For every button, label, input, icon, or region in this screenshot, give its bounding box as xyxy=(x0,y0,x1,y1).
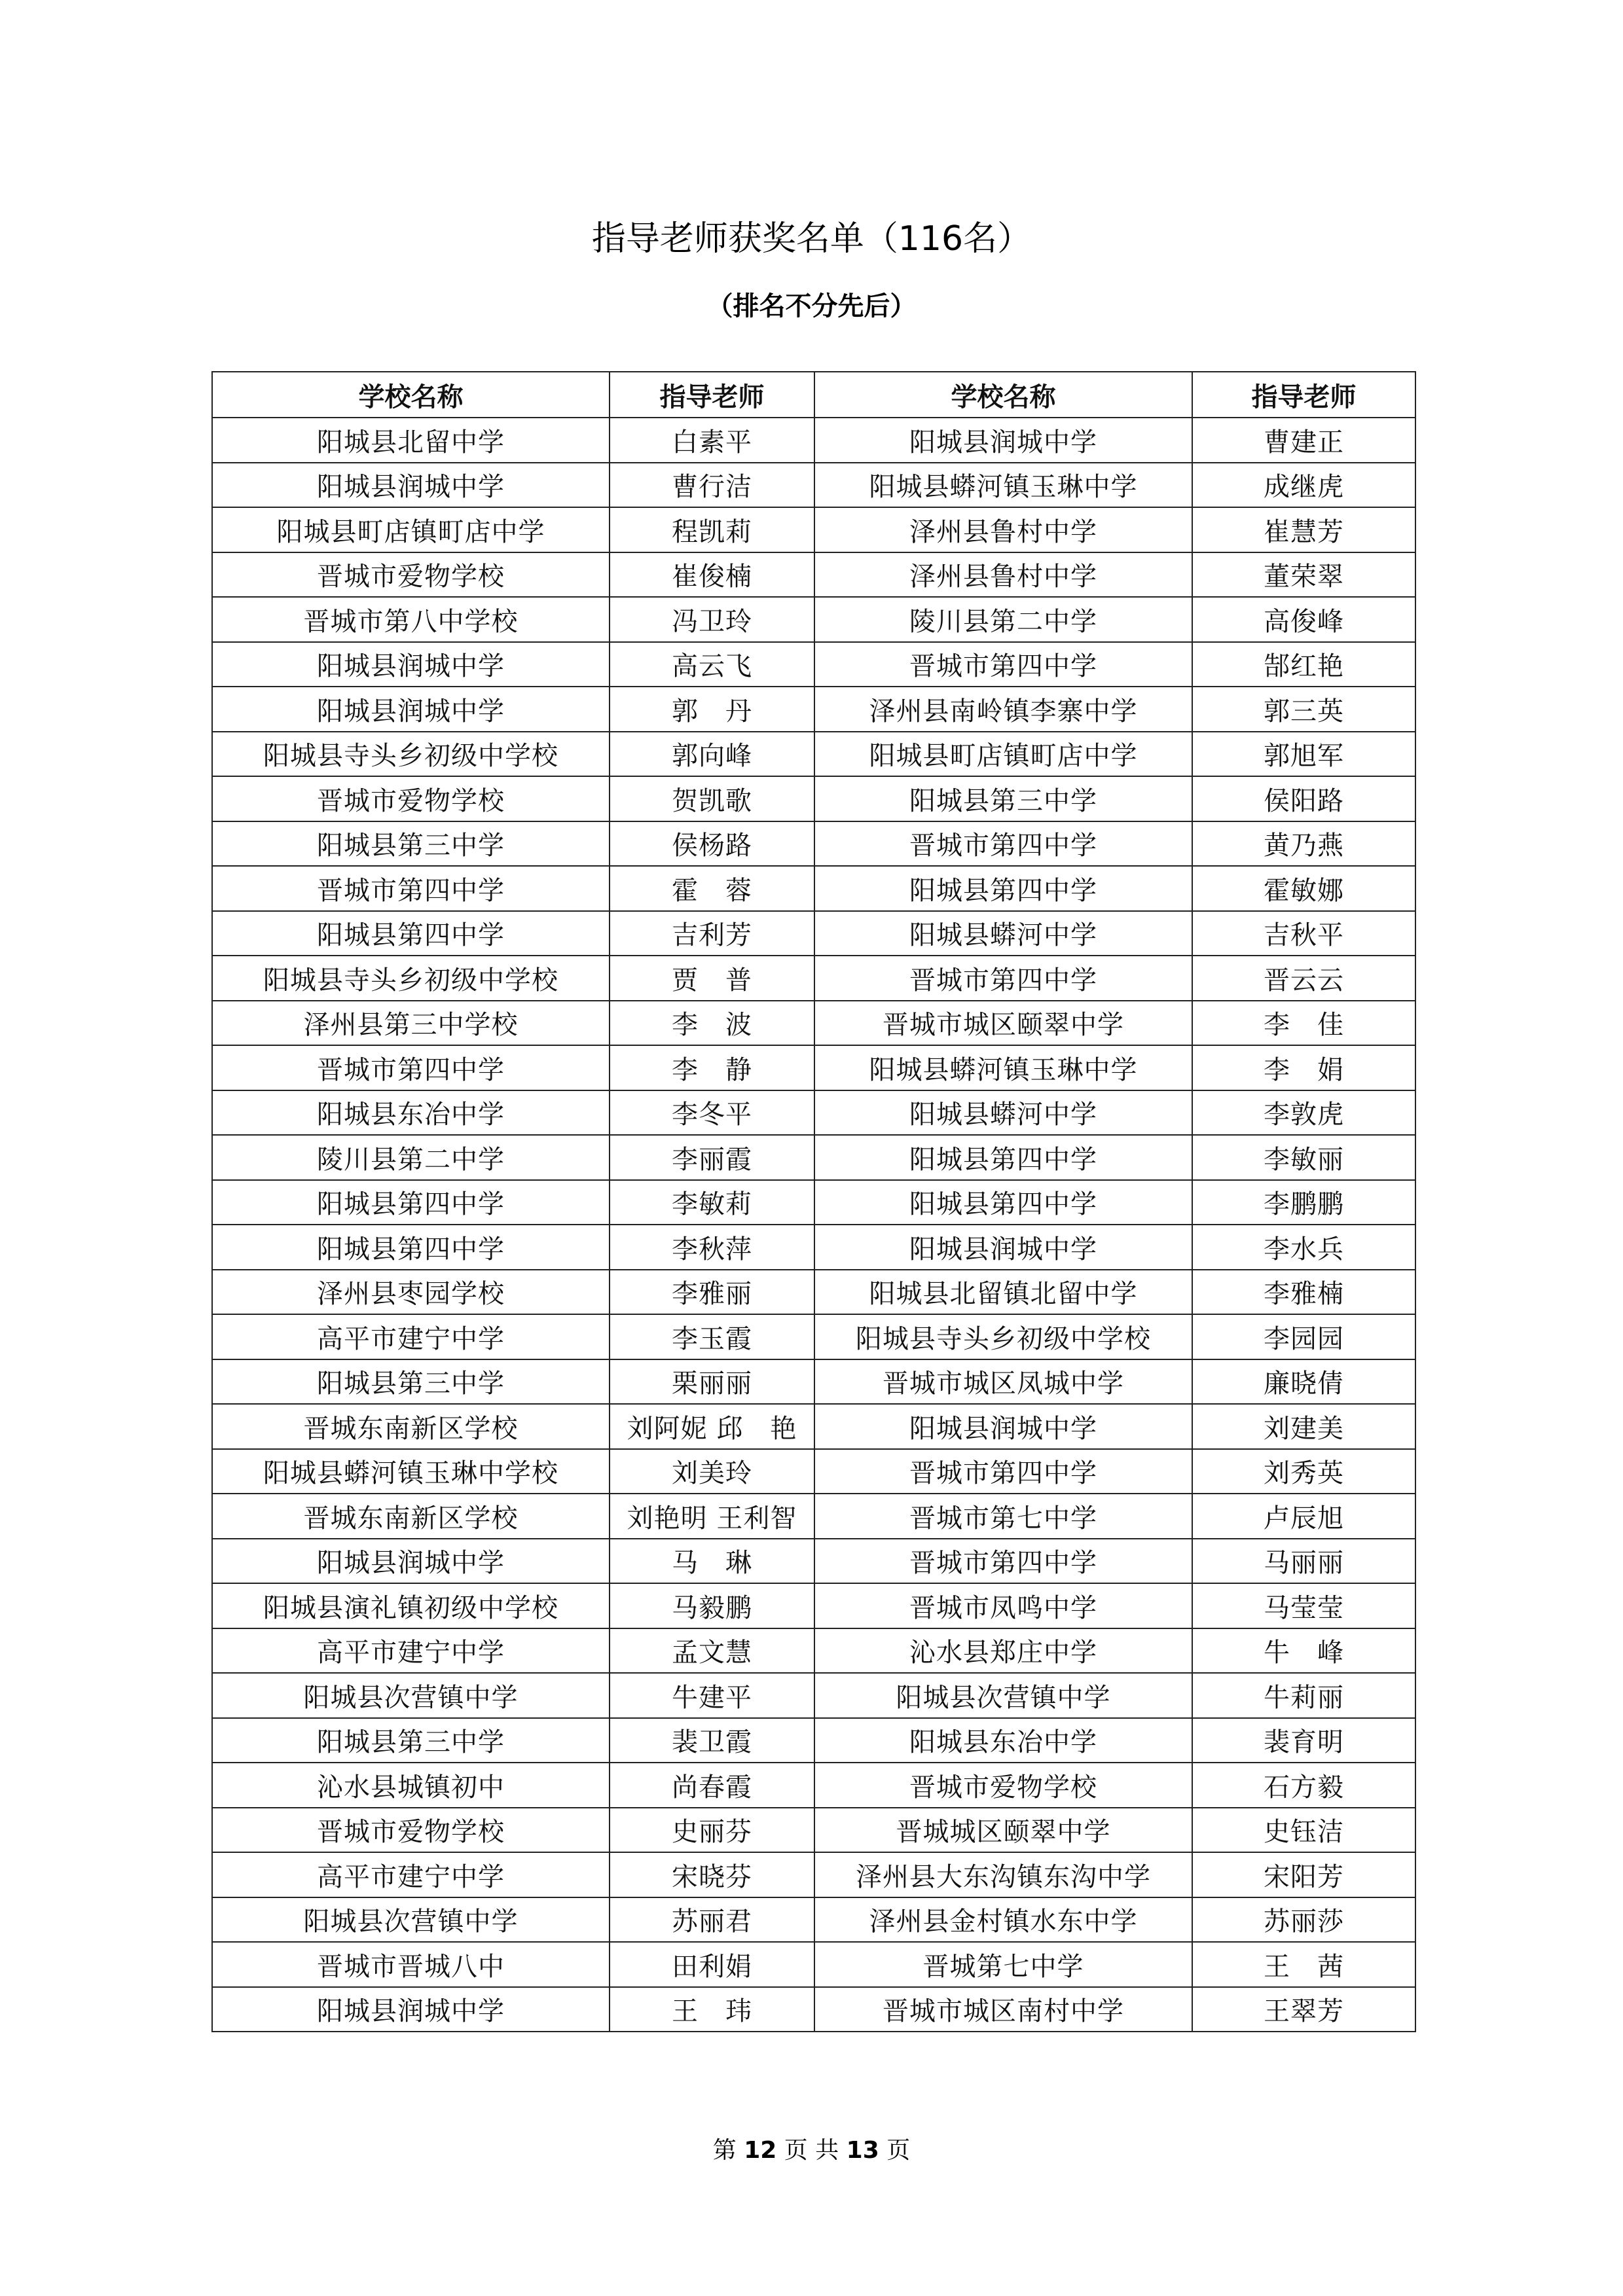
cell-teacher-left: 冯卫玲 xyxy=(610,597,814,642)
cell-teacher-right: 史钰洁 xyxy=(1192,1808,1415,1853)
table-row xyxy=(212,1852,1415,1897)
cell-school-right: 阳城县第四中学 xyxy=(814,866,1192,911)
table-row xyxy=(212,642,1415,687)
cell-school-right: 晋城市城区颐翠中学 xyxy=(814,1001,1192,1046)
header-teacher-right: 指导老师 xyxy=(1192,372,1415,418)
table-row xyxy=(212,1090,1415,1136)
table-row xyxy=(212,1359,1415,1405)
cell-school-right: 晋城市凤鸣中学 xyxy=(814,1583,1192,1628)
cell-teacher-right: 李敦虎 xyxy=(1192,1090,1415,1136)
cell-school-right: 阳城县东冶中学 xyxy=(814,1718,1192,1763)
cell-school-left: 阳城县东冶中学 xyxy=(212,1090,610,1136)
cell-teacher-left: 尚春霞 xyxy=(610,1763,814,1808)
table-row xyxy=(212,1135,1415,1180)
cell-teacher-left: 李敏莉 xyxy=(610,1180,814,1225)
cell-school-right: 晋城市第四中学 xyxy=(814,821,1192,867)
cell-teacher-right: 霍敏娜 xyxy=(1192,866,1415,911)
table-row xyxy=(212,1763,1415,1808)
cell-teacher-right: 石方毅 xyxy=(1192,1763,1415,1808)
cell-school-left: 阳城县润城中学 xyxy=(212,1987,610,2032)
page-footer xyxy=(0,2135,1623,2166)
cell-teacher-right: 李 娟 xyxy=(1192,1045,1415,1090)
cell-school-left: 陵川县第二中学 xyxy=(212,1135,610,1180)
table-row xyxy=(212,1045,1415,1090)
table-row xyxy=(212,1314,1415,1359)
cell-school-right: 阳城县第四中学 xyxy=(814,1135,1192,1180)
table-row xyxy=(212,776,1415,821)
page-subtitle: （排名不分先后） xyxy=(706,291,917,321)
cell-teacher-right: 苏丽莎 xyxy=(1192,1897,1415,1943)
cell-school-left: 阳城县第三中学 xyxy=(212,821,610,867)
table-row xyxy=(212,1987,1415,2032)
cell-school-left: 沁水县城镇初中 xyxy=(212,1763,610,1808)
cell-teacher-left: 郭向峰 xyxy=(610,732,814,777)
table-row xyxy=(212,1180,1415,1225)
cell-school-right: 泽州县南岭镇李寨中学 xyxy=(814,687,1192,732)
cell-school-right: 阳城县润城中学 xyxy=(814,1225,1192,1270)
cell-school-left: 阳城县润城中学 xyxy=(212,687,610,732)
cell-school-right: 晋城市爱物学校 xyxy=(814,1763,1192,1808)
cell-school-left: 晋城东南新区学校 xyxy=(212,1494,610,1539)
table-row xyxy=(212,732,1415,777)
cell-teacher-right: 成继虎 xyxy=(1192,463,1415,508)
cell-teacher-left: 郭 丹 xyxy=(610,687,814,732)
cell-school-left: 晋城市第四中学 xyxy=(212,1045,610,1090)
cell-teacher-left: 李雅丽 xyxy=(610,1270,814,1315)
cell-school-left: 高平市建宁中学 xyxy=(212,1314,610,1359)
cell-school-left: 阳城县第四中学 xyxy=(212,1180,610,1225)
cell-teacher-right: 李雅楠 xyxy=(1192,1270,1415,1315)
cell-school-right: 晋城城区颐翠中学 xyxy=(814,1808,1192,1853)
cell-teacher-left: 宋晓芬 xyxy=(610,1852,814,1897)
cell-teacher-left: 马 琳 xyxy=(610,1539,814,1584)
cell-teacher-right: 王翠芳 xyxy=(1192,1987,1415,2032)
cell-teacher-right: 牛 峰 xyxy=(1192,1628,1415,1674)
cell-school-left: 阳城县润城中学 xyxy=(212,1539,610,1584)
cell-teacher-left: 李玉霞 xyxy=(610,1314,814,1359)
cell-school-left: 晋城市爱物学校 xyxy=(212,552,610,598)
cell-school-left: 阳城县次营镇中学 xyxy=(212,1673,610,1718)
cell-teacher-right: 郭三英 xyxy=(1192,687,1415,732)
cell-school-right: 晋城市第七中学 xyxy=(814,1494,1192,1539)
cell-school-right: 沁水县郑庄中学 xyxy=(814,1628,1192,1674)
table-row xyxy=(212,1718,1415,1763)
footer-page-number: 12 xyxy=(744,2137,777,2164)
cell-school-left: 阳城县第三中学 xyxy=(212,1718,610,1763)
footer-prefix: 第 xyxy=(712,2137,737,2164)
cell-teacher-right: 郭旭军 xyxy=(1192,732,1415,777)
cell-teacher-left: 牛建平 xyxy=(610,1673,814,1718)
cell-school-right: 晋城市城区南村中学 xyxy=(814,1987,1192,2032)
cell-teacher-left: 裴卫霞 xyxy=(610,1718,814,1763)
cell-school-right: 阳城县町店镇町店中学 xyxy=(814,732,1192,777)
cell-teacher-left: 史丽芬 xyxy=(610,1808,814,1853)
cell-school-left: 晋城市晋城八中 xyxy=(212,1942,610,1987)
cell-teacher-left: 李秋萍 xyxy=(610,1225,814,1270)
cell-teacher-right: 马莹莹 xyxy=(1192,1583,1415,1628)
cell-school-left: 阳城县润城中学 xyxy=(212,463,610,508)
cell-school-right: 晋城市第四中学 xyxy=(814,1449,1192,1494)
cell-teacher-right: 李水兵 xyxy=(1192,1225,1415,1270)
cell-school-right: 阳城县蟒河中学 xyxy=(814,1090,1192,1136)
table-row xyxy=(212,1808,1415,1853)
cell-teacher-right: 吉秋平 xyxy=(1192,911,1415,956)
table-row xyxy=(212,1942,1415,1987)
cell-school-right: 泽州县鲁村中学 xyxy=(814,507,1192,552)
cell-teacher-left: 李丽霞 xyxy=(610,1135,814,1180)
cell-school-left: 阳城县第三中学 xyxy=(212,1359,610,1405)
cell-teacher-right: 李鹏鹏 xyxy=(1192,1180,1415,1225)
cell-school-right: 晋城第七中学 xyxy=(814,1942,1192,1987)
table-row xyxy=(212,1404,1415,1449)
cell-school-left: 阳城县第四中学 xyxy=(212,1225,610,1270)
cell-school-right: 阳城县蟒河镇玉琳中学 xyxy=(814,1045,1192,1090)
table-row xyxy=(212,1897,1415,1943)
cell-teacher-right: 刘秀英 xyxy=(1192,1449,1415,1494)
cell-teacher-left: 刘艳明 王利智 xyxy=(610,1494,814,1539)
cell-teacher-right: 黄乃燕 xyxy=(1192,821,1415,867)
cell-teacher-right: 侯阳路 xyxy=(1192,776,1415,821)
cell-school-right: 阳城县润城中学 xyxy=(814,418,1192,463)
table-row xyxy=(212,463,1415,508)
cell-school-right: 陵川县第二中学 xyxy=(814,597,1192,642)
cell-school-left: 泽州县第三中学校 xyxy=(212,1001,610,1046)
cell-teacher-left: 崔俊楠 xyxy=(610,552,814,598)
table-row xyxy=(212,1225,1415,1270)
cell-teacher-left: 马毅鹏 xyxy=(610,1583,814,1628)
cell-school-left: 高平市建宁中学 xyxy=(212,1628,610,1674)
table-row xyxy=(212,552,1415,598)
table-row xyxy=(212,1494,1415,1539)
cell-school-right: 阳城县蟒河镇玉琳中学 xyxy=(814,463,1192,508)
cell-teacher-left: 苏丽君 xyxy=(610,1897,814,1943)
cell-teacher-right: 晋云云 xyxy=(1192,956,1415,1001)
cell-school-left: 晋城市第四中学 xyxy=(212,866,610,911)
footer-total-pages: 13 xyxy=(846,2137,879,2164)
cell-teacher-right: 宋阳芳 xyxy=(1192,1852,1415,1897)
cell-school-left: 阳城县町店镇町店中学 xyxy=(212,507,610,552)
cell-teacher-left: 李冬平 xyxy=(610,1090,814,1136)
cell-teacher-left: 吉利芳 xyxy=(610,911,814,956)
cell-school-right: 泽州县鲁村中学 xyxy=(814,552,1192,598)
table-row xyxy=(212,1449,1415,1494)
cell-school-right: 晋城市城区凤城中学 xyxy=(814,1359,1192,1405)
cell-school-right: 泽州县金村镇水东中学 xyxy=(814,1897,1192,1943)
cell-school-left: 阳城县演礼镇初级中学校 xyxy=(212,1583,610,1628)
cell-teacher-left: 霍 蓉 xyxy=(610,866,814,911)
table-row xyxy=(212,911,1415,956)
cell-teacher-right: 马丽丽 xyxy=(1192,1539,1415,1584)
cell-teacher-right: 李 佳 xyxy=(1192,1001,1415,1046)
cell-school-left: 阳城县寺头乡初级中学校 xyxy=(212,732,610,777)
cell-teacher-right: 卢辰旭 xyxy=(1192,1494,1415,1539)
cell-teacher-left: 曹行洁 xyxy=(610,463,814,508)
table-row xyxy=(212,821,1415,867)
cell-school-right: 阳城县蟒河中学 xyxy=(814,911,1192,956)
table-header-row xyxy=(212,372,1415,418)
cell-teacher-right: 牛莉丽 xyxy=(1192,1673,1415,1718)
cell-school-left: 泽州县枣园学校 xyxy=(212,1270,610,1315)
cell-teacher-right: 郜红艳 xyxy=(1192,642,1415,687)
table-row xyxy=(212,1583,1415,1628)
cell-teacher-right: 裴育明 xyxy=(1192,1718,1415,1763)
cell-school-left: 阳城县次营镇中学 xyxy=(212,1897,610,1943)
table-row xyxy=(212,1539,1415,1584)
cell-teacher-left: 刘美玲 xyxy=(610,1449,814,1494)
cell-school-right: 阳城县润城中学 xyxy=(814,1404,1192,1449)
cell-teacher-left: 程凯莉 xyxy=(610,507,814,552)
table-row xyxy=(212,507,1415,552)
table-row xyxy=(212,1673,1415,1718)
table-row xyxy=(212,956,1415,1001)
cell-teacher-right: 王 茜 xyxy=(1192,1942,1415,1987)
cell-school-left: 高平市建宁中学 xyxy=(212,1852,610,1897)
cell-teacher-left: 高云飞 xyxy=(610,642,814,687)
cell-school-right: 阳城县寺头乡初级中学校 xyxy=(814,1314,1192,1359)
cell-teacher-right: 曹建正 xyxy=(1192,418,1415,463)
table-row xyxy=(212,866,1415,911)
cell-school-right: 阳城县北留镇北留中学 xyxy=(814,1270,1192,1315)
cell-school-left: 晋城东南新区学校 xyxy=(212,1404,610,1449)
table-row xyxy=(212,418,1415,463)
cell-teacher-left: 李 波 xyxy=(610,1001,814,1046)
cell-teacher-left: 白素平 xyxy=(610,418,814,463)
cell-teacher-left: 孟文慧 xyxy=(610,1628,814,1674)
cell-teacher-right: 李敏丽 xyxy=(1192,1135,1415,1180)
cell-teacher-left: 贾 普 xyxy=(610,956,814,1001)
cell-teacher-right: 廉晓倩 xyxy=(1192,1359,1415,1405)
cell-school-left: 阳城县第四中学 xyxy=(212,911,610,956)
cell-school-right: 晋城市第四中学 xyxy=(814,1539,1192,1584)
header-teacher-left: 指导老师 xyxy=(610,372,814,418)
table-row xyxy=(212,1628,1415,1674)
header-school-left: 学校名称 xyxy=(212,372,610,418)
cell-teacher-right: 李园园 xyxy=(1192,1314,1415,1359)
cell-school-left: 阳城县北留中学 xyxy=(212,418,610,463)
cell-school-left: 晋城市第八中学校 xyxy=(212,597,610,642)
footer-suffix: 页 xyxy=(886,2137,911,2164)
cell-school-left: 晋城市爱物学校 xyxy=(212,776,610,821)
cell-school-right: 阳城县第三中学 xyxy=(814,776,1192,821)
table-row xyxy=(212,1001,1415,1046)
footer-middle: 页 共 xyxy=(784,2137,839,2164)
cell-teacher-right: 崔慧芳 xyxy=(1192,507,1415,552)
awards-table xyxy=(211,371,1416,2032)
cell-school-left: 晋城市爱物学校 xyxy=(212,1808,610,1853)
cell-teacher-right: 董荣翠 xyxy=(1192,552,1415,598)
table-row xyxy=(212,597,1415,642)
cell-teacher-left: 栗丽丽 xyxy=(610,1359,814,1405)
cell-school-left: 阳城县蟒河镇玉琳中学校 xyxy=(212,1449,610,1494)
cell-school-right: 晋城市第四中学 xyxy=(814,642,1192,687)
table-row xyxy=(212,687,1415,732)
cell-school-right: 阳城县次营镇中学 xyxy=(814,1673,1192,1718)
cell-teacher-right: 刘建美 xyxy=(1192,1404,1415,1449)
page-title: 指导老师获奖名单（116名） xyxy=(591,219,1032,259)
cell-teacher-left: 王 玮 xyxy=(610,1987,814,2032)
cell-teacher-right: 高俊峰 xyxy=(1192,597,1415,642)
cell-school-left: 阳城县润城中学 xyxy=(212,642,610,687)
cell-teacher-left: 侯杨路 xyxy=(610,821,814,867)
cell-school-right: 泽州县大东沟镇东沟中学 xyxy=(814,1852,1192,1897)
table-row xyxy=(212,1270,1415,1315)
header-school-right: 学校名称 xyxy=(814,372,1192,418)
cell-teacher-left: 刘阿妮 邱 艳 xyxy=(610,1404,814,1449)
cell-teacher-left: 李 静 xyxy=(610,1045,814,1090)
cell-teacher-left: 田利娟 xyxy=(610,1942,814,1987)
cell-school-left: 阳城县寺头乡初级中学校 xyxy=(212,956,610,1001)
cell-school-right: 阳城县第四中学 xyxy=(814,1180,1192,1225)
cell-teacher-left: 贺凯歌 xyxy=(610,776,814,821)
table-body xyxy=(212,418,1415,2032)
cell-school-right: 晋城市第四中学 xyxy=(814,956,1192,1001)
